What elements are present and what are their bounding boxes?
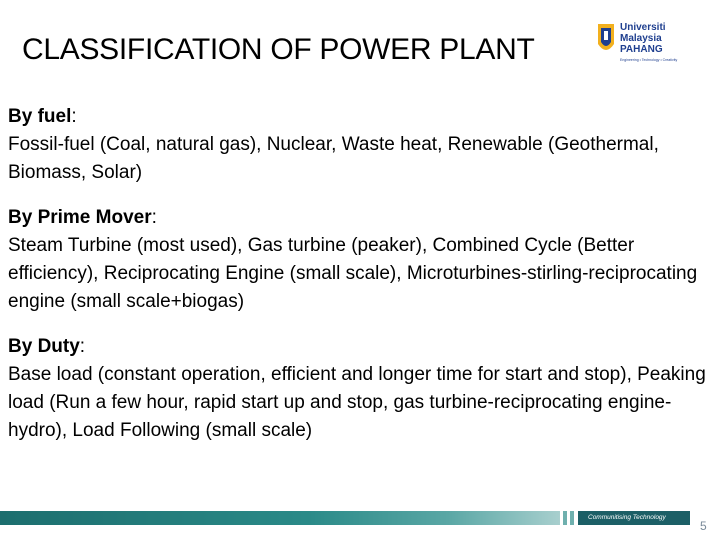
logo-line-3: PAHANG (620, 44, 663, 55)
heading-colon: : (71, 106, 77, 127)
section-by-fuel (8, 103, 708, 187)
section-heading-label: By Duty (8, 336, 80, 357)
slide-content (8, 103, 708, 462)
section-body: Fossil-fuel (Coal, natural gas), Nuclear, Waste heat, Renewable (Geothermal, Biomass, Solar) (8, 134, 659, 183)
footer-gradient-bar (0, 511, 560, 525)
section-heading (8, 204, 708, 232)
footer-slogan: Communitising Technology (588, 514, 666, 521)
section-by-duty (8, 333, 708, 445)
section-body: Steam Turbine (most used), Gas turbine (peaker), Combined Cycle (Better efficiency), Reciprocating Engine (small scale), Microturbines-stirling-reciprocating engine (small scale+biogas) (8, 235, 698, 312)
section-heading-label: By fuel (8, 106, 72, 127)
page-number: 5 (700, 519, 707, 533)
logo-line-1: Universiti (620, 22, 666, 33)
section-body: Base load (constant operation, efficient and longer time for start and stop), Peaking load (Run a few hour, rapid start up and stop, gas turbine-reciprocating engine-hydro), Load Following (small scale) (8, 364, 706, 441)
heading-colon: : (151, 207, 157, 228)
section-heading (8, 333, 708, 361)
university-logo (596, 20, 686, 70)
university-crest-icon (596, 22, 616, 58)
logo-line-2: Malaysia (620, 33, 662, 44)
footer-divider (570, 511, 574, 525)
section-heading (8, 103, 708, 131)
logo-wordmark (620, 22, 666, 55)
slide-title: CLASSIFICATION OF POWER PLANT (22, 33, 535, 66)
footer-divider (563, 511, 567, 525)
footer-bar (0, 508, 720, 526)
heading-colon: : (79, 336, 86, 357)
section-by-prime-mover (8, 204, 708, 316)
section-heading-label: By Prime Mover (8, 207, 152, 228)
logo-tagline: Engineering • Technology • Creativity (620, 58, 678, 62)
